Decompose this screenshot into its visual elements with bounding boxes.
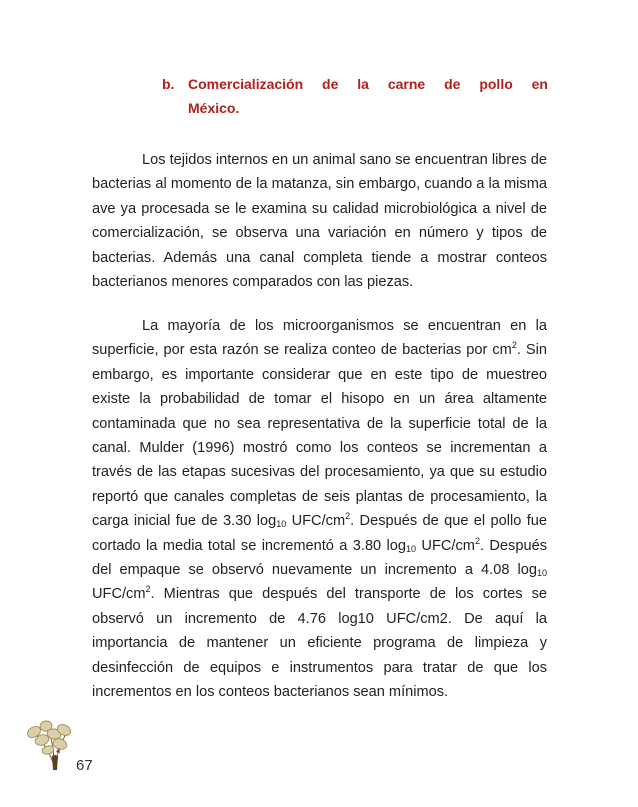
subscript: 10: [406, 543, 417, 554]
paragraph-2-text: . Mientras que después del transporte de los cortes se observó un incremento de 4.76 log10 UFC/cm2. De aquí la importancia de mantener un eficiente programa de limpieza y desinfección de equipos e instrumentos para tratar de que los incrementos en los conteos bacterianos sean mínimos.: [92, 586, 547, 701]
paragraph-2-text: UFC/cm: [416, 537, 475, 554]
paragraph-1: [92, 148, 547, 294]
page-number: 67: [76, 757, 93, 774]
superscript: 2: [345, 511, 351, 522]
paragraph-2-text: . Después de que el pollo fue cortado la media total se incrementó a 3.80 log: [92, 513, 548, 554]
section-heading: [162, 72, 548, 120]
superscript: 2: [145, 584, 151, 595]
subscript: 10: [276, 519, 287, 530]
superscript: 2: [511, 340, 517, 351]
paragraph-1-text: Los tejidos internos en un animal sano se encuentran libres de bacterias al momento de la matanza, sin embargo, cuando a la misma ave ya procesada se le examina su calidad microbiológica a nivel de comercialización, se observa una variación en número y tipos de bacterias. Además una canal completa tiende a mostrar conteos bacterianos menores comparados con las piezas.: [92, 152, 547, 291]
rooster-feather-logo: [24, 700, 76, 774]
heading-title-part-2: México.: [188, 100, 240, 116]
superscript: 2: [474, 535, 480, 546]
paragraph-2-text: UFC/cm: [286, 513, 346, 530]
subscript: 10: [536, 568, 547, 579]
paragraph-2-text: . Después del empaque se observó nuevamente un incremento a 4.08 log: [92, 537, 547, 579]
paragraph-2-text: La mayoría de los microorganismos se encuentran en la superficie, por esta razón se realiza conteo de bacterias por cm: [92, 318, 547, 359]
paragraph-2: [92, 314, 547, 705]
paragraph-2-text: . Sin embargo, es importante considerar que en este tipo de muestreo existe la probabilidad de tomar el hisopo en un área altamente contaminada que no sea representativa de la superficie total de la canal. Mulder (1996) mostró como los conteos se incrementan a través de las etapas sucesivas del procesamiento, ya que su estudio reportó que canales completas de seis plantas de procesamiento, la carga inicial fue de 3.30 log: [92, 342, 547, 530]
heading-title-part-1: Comercialización de la carne de pollo en: [188, 76, 548, 92]
heading-marker: b.: [162, 76, 175, 92]
paragraph-2-text: UFC/cm: [92, 586, 146, 603]
heading-line-1: [162, 72, 548, 96]
